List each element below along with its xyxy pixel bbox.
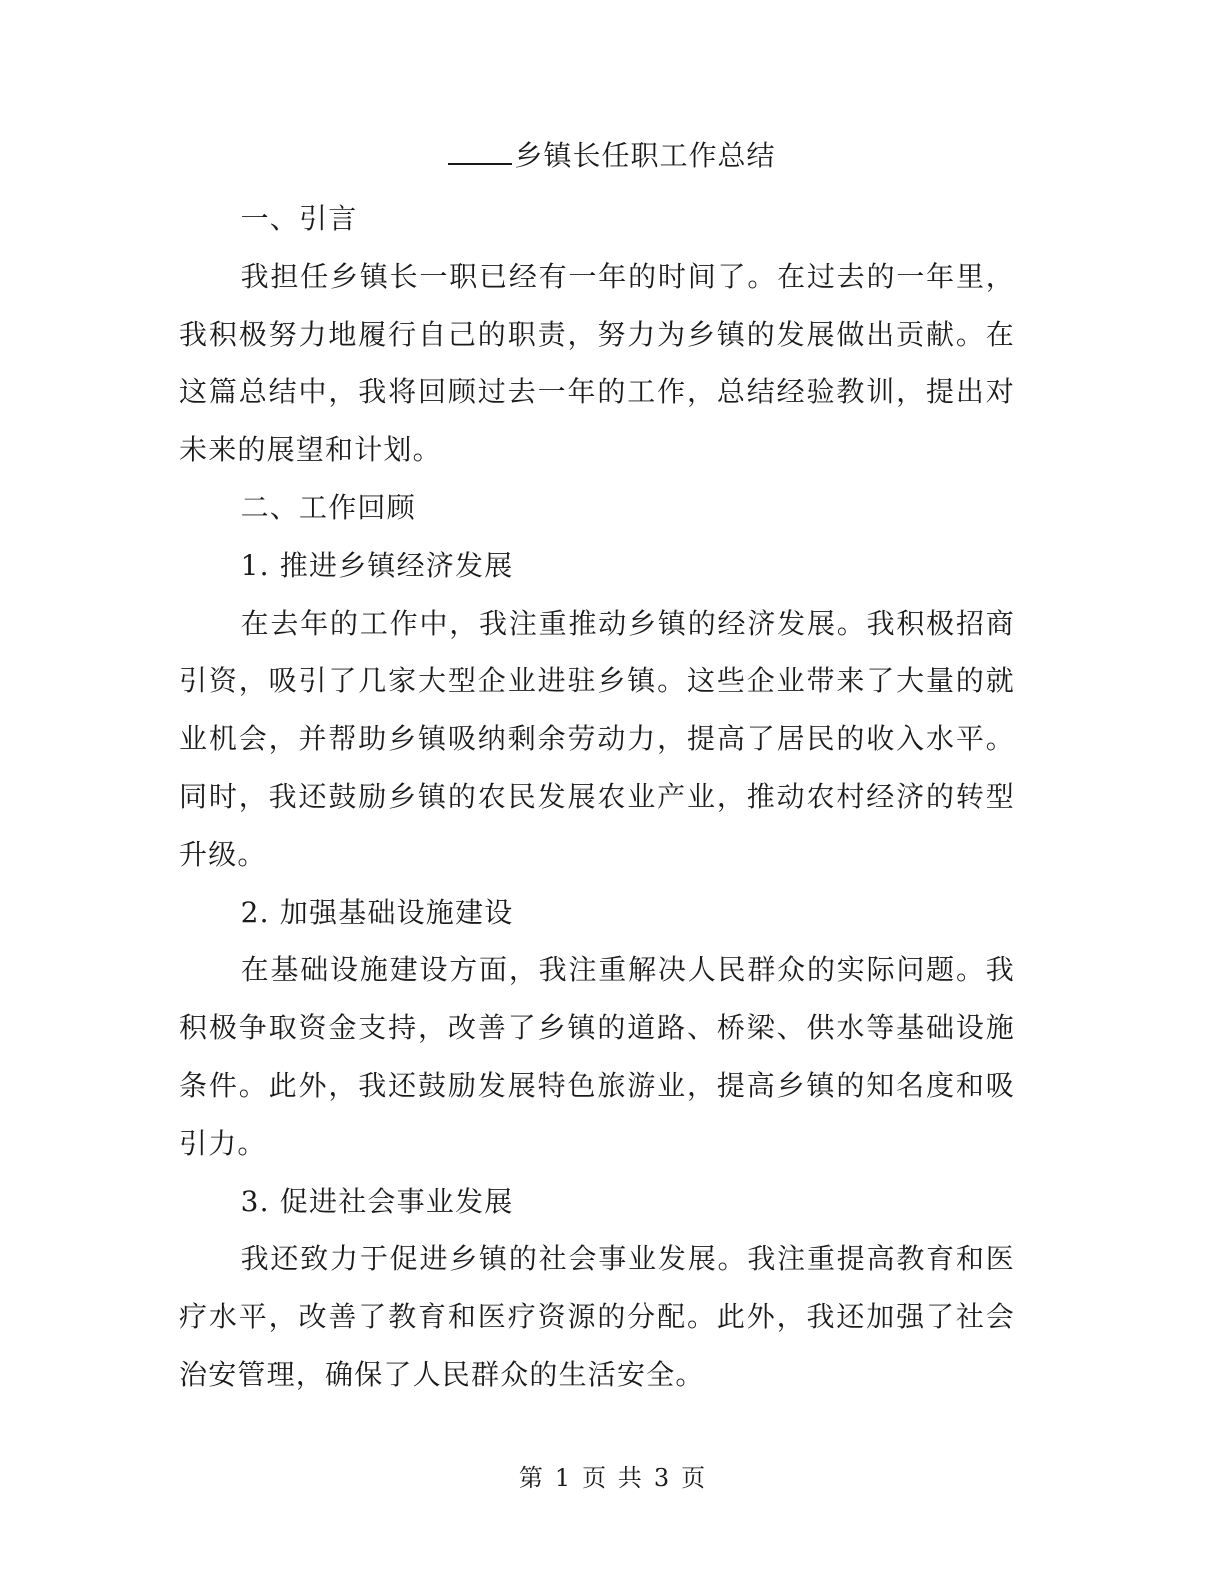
subheading-infrastructure: 2. 加强基础设施建设	[240, 895, 514, 929]
document-body	[179, 190, 1015, 1404]
paragraph-intro: 我担任乡镇长一职已经有一年的时间了。在过去的一年里，我积极努力地履行自己的职责，努力为乡镇的发展做出贡献。在这篇总结中，我将回顾过去一年的工作，总结经验教训，提出对未来的展望和计划。	[179, 259, 1015, 467]
section-heading-review: 二、工作回顾	[240, 490, 416, 524]
footer-total-pages: 3	[653, 1464, 670, 1492]
document-title-text: 乡镇长任职工作总结	[514, 139, 776, 172]
paragraph-social: 我还致力于促进乡镇的社会事业发展。我注重提高教育和医疗水平，改善了教育和医疗资源的分配。此外，我还加强了社会治安管理，确保了人民群众的生活安全。	[179, 1242, 1015, 1391]
page-footer	[0, 1460, 1224, 1496]
paragraph-infrastructure: 在基础设施建设方面，我注重解决人民群众的实际问题。我积极争取资金支持，改善了乡镇的道路、桥梁、供水等基础设施条件。此外，我还鼓励发展特色旅游业，提高乡镇的知名度和吸引力。	[179, 953, 1015, 1160]
footer-mid: 页 共	[582, 1464, 642, 1492]
footer-prefix: 第	[518, 1464, 543, 1492]
document-title	[0, 133, 1224, 178]
title-blank-underline	[448, 133, 512, 165]
paragraph-economy: 在去年的工作中，我注重推动乡镇的经济发展。我积极招商引资，吸引了几家大型企业进驻乡镇。这些企业带来了大量的就业机会，并帮助乡镇吸纳剩余劳动力，提高了居民的收入水平。同时，我还鼓励乡镇的农民发展农业产业，推动农村经济的转型升级。	[179, 606, 1015, 871]
footer-suffix: 页	[681, 1464, 706, 1492]
subheading-economy: 1. 推进乡镇经济发展	[240, 548, 514, 582]
footer-current-page: 1	[554, 1464, 571, 1492]
section-heading-intro: 一、引言	[240, 202, 358, 235]
subheading-social: 3. 促进社会事业发展	[240, 1184, 514, 1218]
